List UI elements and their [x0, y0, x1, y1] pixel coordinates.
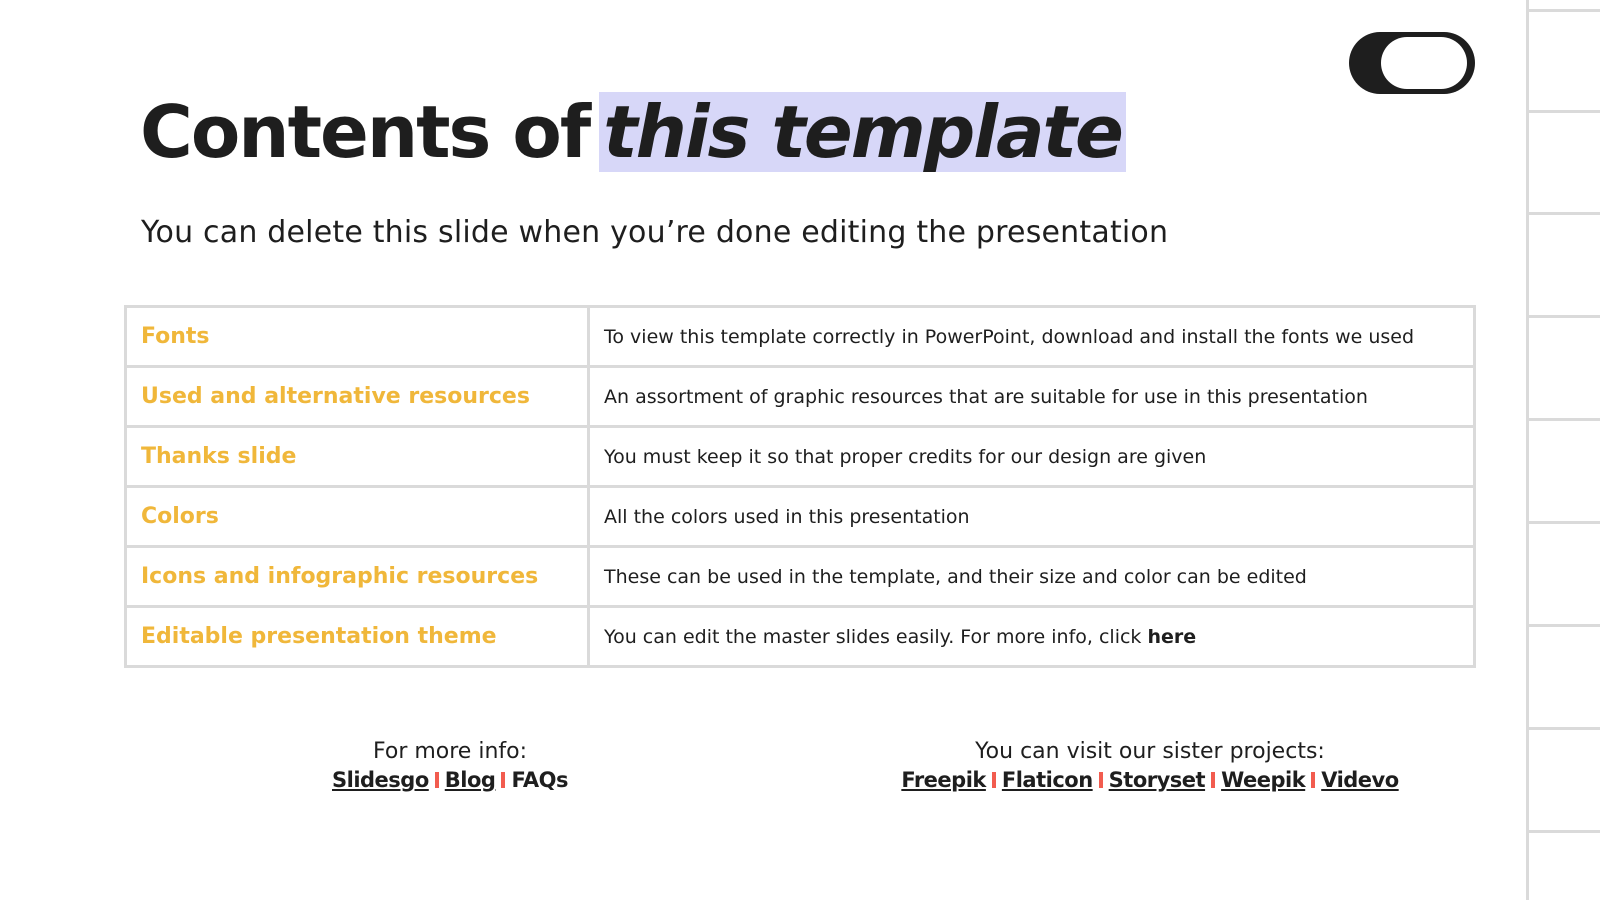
table-row [126, 307, 1475, 367]
separator [435, 772, 439, 788]
table-row [126, 607, 1475, 667]
row-label: Icons and infographic resources [126, 547, 589, 607]
toggle-knob [1381, 37, 1467, 89]
row-description: To view this template correctly in PowerPoint, download and install the fonts we used [589, 307, 1475, 367]
link-weepik[interactable]: Weepik [1221, 768, 1306, 792]
margin-line [1528, 9, 1600, 12]
more-info-caption: For more info: [372, 739, 528, 764]
margin-line [1528, 727, 1600, 730]
sister-projects-block [830, 738, 1470, 794]
separator [992, 772, 996, 788]
row-description: You must keep it so that proper credits for our design are given [589, 427, 1475, 487]
margin-line [1528, 830, 1600, 833]
margin-line [1528, 624, 1600, 627]
title-highlight: this template [599, 92, 1126, 172]
table-row [126, 547, 1475, 607]
link-freepik[interactable]: Freepik [901, 768, 986, 792]
link-storyset[interactable]: Storyset [1108, 768, 1206, 792]
margin-line [1528, 418, 1600, 421]
link-flaticon[interactable]: Flaticon [1001, 768, 1093, 792]
margin-line [1528, 110, 1600, 113]
margin-line [1528, 521, 1600, 524]
here-link[interactable]: here [1147, 625, 1197, 648]
sister-projects-links [830, 766, 1470, 794]
link-blog[interactable]: Blog [444, 768, 496, 792]
more-info-block [300, 738, 600, 794]
toggle-switch-icon [1349, 32, 1475, 94]
link-videvo[interactable]: Videvo [1321, 768, 1399, 792]
margin-line [1528, 212, 1600, 215]
separator [1311, 772, 1315, 788]
row-label: Colors [126, 487, 589, 547]
row-description-text: You can edit the master slides easily. For more info, click [604, 625, 1148, 648]
row-label: Used and alternative resources [126, 367, 589, 427]
contents-table [124, 305, 1476, 668]
separator [1211, 772, 1215, 788]
separator [1099, 772, 1103, 788]
row-label: Editable presentation theme [126, 607, 589, 667]
subtitle: You can delete this slide when you’re done editing the presentation [141, 215, 1169, 250]
table-row [126, 367, 1475, 427]
row-description: An assortment of graphic resources that are suitable for use in this presentation [589, 367, 1475, 427]
row-description [589, 607, 1475, 667]
sister-projects-caption: You can visit our sister projects: [975, 739, 1325, 764]
link-faqs[interactable]: FAQs [511, 768, 568, 792]
page-title [140, 78, 1126, 186]
row-label: Thanks slide [126, 427, 589, 487]
row-description: All the colors used in this presentation [589, 487, 1475, 547]
title-part: Contents of [140, 90, 590, 174]
row-label: Fonts [126, 307, 589, 367]
separator [501, 772, 505, 788]
margin-line [1528, 315, 1600, 318]
row-description: These can be used in the template, and their size and color can be edited [589, 547, 1475, 607]
right-margin-lines [1528, 0, 1600, 900]
link-slidesgo[interactable]: Slidesgo [332, 768, 429, 792]
table-row [126, 487, 1475, 547]
more-info-links [300, 766, 600, 794]
table-row [126, 427, 1475, 487]
